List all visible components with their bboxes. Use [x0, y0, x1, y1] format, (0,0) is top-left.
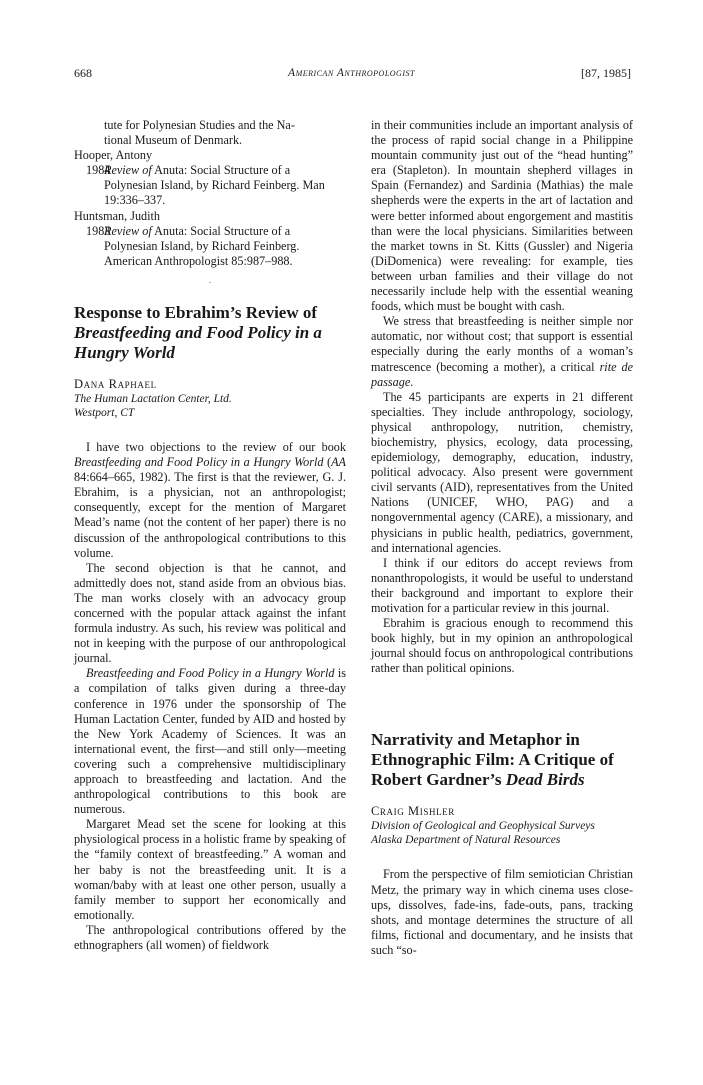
body-paragraph: I think if our editors do accept reviews from nonanthropologists, it would be useful to understand their background and important to explore their motivation for a particular review in this journal. — [371, 555, 633, 615]
body-paragraph: Margaret Mead set the scene for looking at this physiological process in a holistic frame by speaking of the “family context of breastfeeding.” A woman and her baby is not the breastfeeding unit. It is a woman/baby with at least one other person, usually a family member to support her economically and emotionally. — [74, 817, 346, 922]
reference-author: Hooper, Antony — [74, 148, 153, 163]
volume-year: [87, 1985] — [581, 66, 631, 80]
body-paragraph: Breastfeeding and Food Policy in a Hungry World is a compilation of talks given during a three-day conference in 1976 under the sponsorship of The Human Lactation Center, funded by AID and hosted by the New York Academy of Sciences. It was an international event, the first—and still only—meeting covering such a comprehensive multidisciplinary approach to breastfeeding and lactation. And the anthropological contributions to this book are numerous. — [74, 666, 346, 817]
body-paragraph-continued: in their communities include an important analysis of the process of rapid social change in a Philippine mountain community just out of the “head hunting” era (Stapleton). In mountain shepherd villages in Spain (Fernandez) and Sardinia (Mathias) the male shepherds were the experts in the art of lactation and were better informed about engorgement and mastitis than were the local physicians. Similarities between the market towns in St. Kitts (Gussler) and Nigeria (DiDomenica) were revealing: for example, ties between urban families and their village do not necessarily include help with the essential weaning foods, which must be bought with cash. — [371, 118, 633, 314]
article-author: Craig Mishler — [371, 804, 455, 819]
page-number: 668 — [74, 66, 92, 80]
article-title: Narrativity and Metaphor in Ethnographic Film: A Critique of Robert Gardner’s Dead Birds — [371, 730, 614, 790]
right-column — [371, 118, 633, 958]
reference-year: 1983 — [86, 223, 111, 238]
section-separator: · — [208, 277, 212, 289]
reference-entry — [74, 224, 346, 269]
body-paragraph: From the perspective of film semiotician Christian Metz, the primary way in which cinema uses close-ups, dissolves, fade-ins, fade-outs, pans, tracking shots, and montage determines the structure of all films, fictional and documentary, and he insists that such “so- — [371, 867, 633, 957]
author-affiliation: Alaska Department of Natural Resources — [371, 834, 561, 847]
body-paragraph: The second objection is that he cannot, and admittedly does not, stand aside from an obvious bias. The man works closely with an advocacy group concerned with the popular attack against the infant formula industry. As such, his review was political and not in keeping with the purpose of our anthropological journal. — [74, 560, 346, 666]
body-paragraph: The 45 participants are experts in 21 different specialties. They include anthropology, sociology, physical anthropology, nutrition, chemistry, biochemistry, physics, ecology, data processing, epidemiology, demography, education, industry, political advocacy. Also present were government civil servants (AID), representatives from the United Nations (UNICEF, WHO, PAG) and a nongovernmental agency (CARE), a missionary, and physicians in public health, pediatrics, government, and international agencies. — [371, 389, 633, 555]
reference-continuation: tute for Polynesian Studies and the Na- tional Museum of Denmark. — [104, 118, 295, 148]
reference-entry — [74, 163, 346, 208]
reference-year: 1984 — [86, 163, 111, 178]
author-location: Westport, CT — [74, 406, 135, 419]
article-title: Response to Ebrahim’s Review of Breastfeeding and Food Policy in a Hungry World — [74, 302, 322, 362]
left-column — [74, 118, 346, 953]
running-head: American Anthropologist — [288, 67, 415, 79]
reference-body: Review of Anuta: Social Structure of a Polynesian Island, by Richard Feinberg. American Anthropologist 85:987–988. — [104, 223, 300, 268]
reference-author: Huntsman, Judith — [74, 208, 160, 223]
reference-list — [74, 118, 346, 269]
body-paragraph: Ebrahim is gracious enough to recommend this book highly, but in my opinion an anthropological journal should focus on anthropological contributions rather than political opinions. — [371, 616, 633, 676]
article-author: Dana Raphael — [74, 376, 157, 391]
body-paragraph: We stress that breastfeeding is neither simple nor automatic, nor without cost; that support is essential especially during the early months of a woman’s matrescence (becoming a mother), a critical rite de passage. — [371, 314, 633, 389]
reference-body: Review of Anuta: Social Structure of a Polynesian Island, by Richard Feinberg. Man 19:336–337. — [104, 163, 325, 208]
body-paragraph: I have two objections to the review of our book Breastfeeding and Food Policy in a Hungry World (AA 84:664–665, 1982). The first is that the reviewer, G. J. Ebrahim, is a physician, not an anthropologist; consequently, except for the mention of Margaret Mead’s name (not the content of her paper) there is no discussion of the anthropological contributions to this volume. — [74, 439, 346, 560]
body-paragraph: The anthropological contributions offered by the ethnographers (all women) of fieldwork — [74, 922, 346, 953]
author-affiliation: Division of Geological and Geophysical Surveys — [371, 820, 595, 833]
author-affiliation: The Human Lactation Center, Ltd. — [74, 392, 232, 405]
